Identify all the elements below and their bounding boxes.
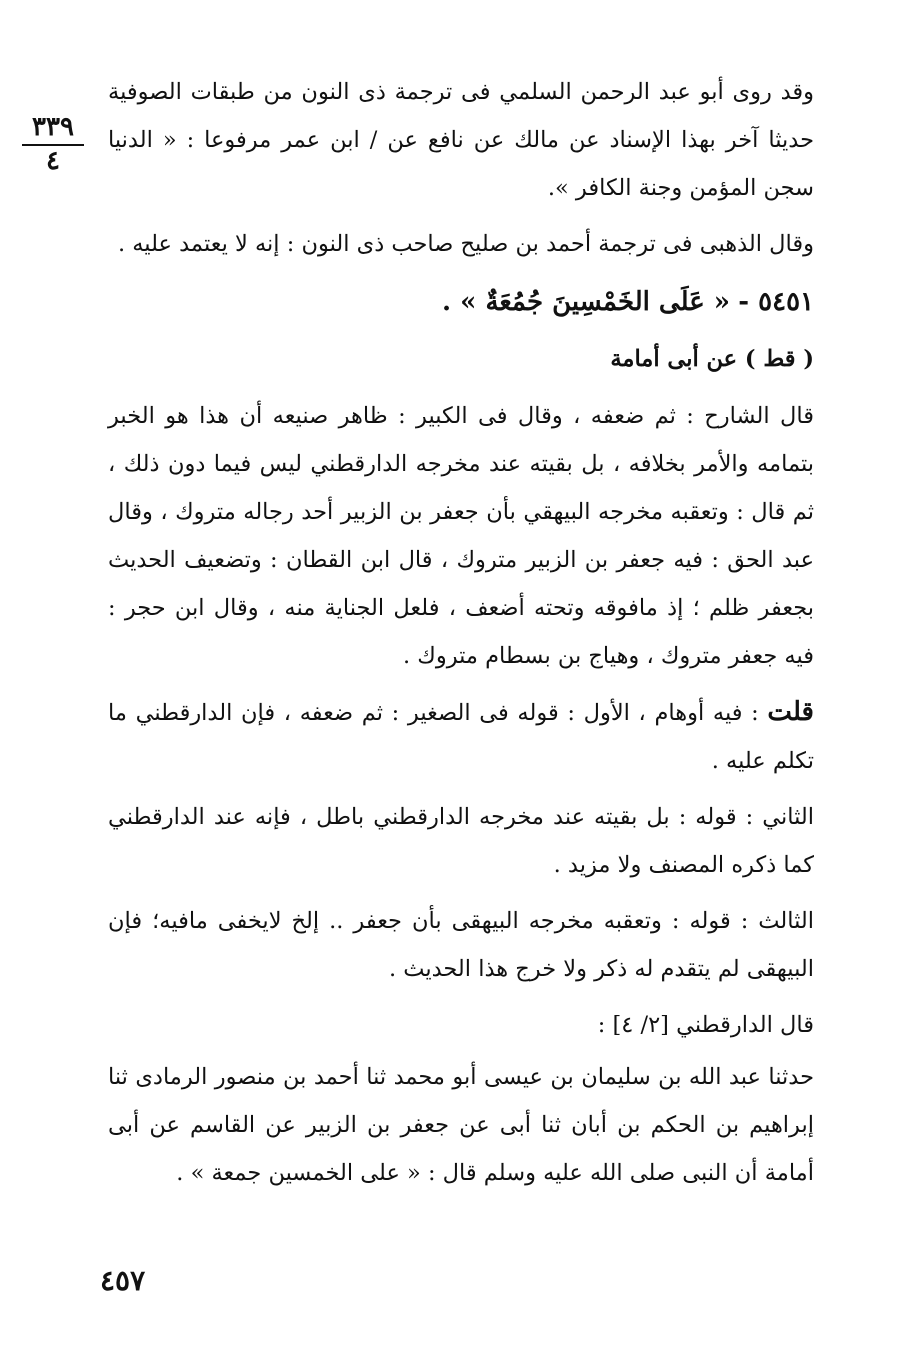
- hadith-source-line: ( قط ) عن أبى أمامة: [610, 346, 814, 372]
- paragraph-third-point: الثالث : قوله : وتعقبه مخرجه البيهقى بأن جعفر .. إلخ لايخفى مافيه؛ فإن البيهقى لم يتقدم له ذكر ولا خرج هذا الحديث .: [108, 908, 814, 982]
- paragraph-sharih-commentary: قال الشارح : ثم ضعفه ، وقال فى الكبير : ظاهر صنيعه أن هذا هو الخبر بتمامه والأمر بخلافه ، بل بقيته عند مخرجه الدارقطني ليس فيما دون ذلك ، ثم قال : وتعقبه مخرجه البيهقي بأن جعفر بن الزبير أحد رجاله متروك ، وقال عبد الحق : فيه جعفر بن الزبير متروك ، قال ابن القطان : وتضعيف الحديث بجعفر ظلم ؛ إذ مافوقه وتحته أضعف ، فلعل الجناية منه ، وقال ابن حجر : فيه جعفر متروك ، وهياج بن بسطام متروك .: [108, 403, 814, 669]
- main-text: [108, 68, 814, 1205]
- hadith-entry-heading: [108, 276, 814, 328]
- paragraph-second-point: الثاني : قوله : بل بقيته عند مخرجه الدارقطني باطل ، فإنه عند الدارقطني كما ذكره المصنف ولا مزيد .: [108, 804, 814, 878]
- page-number: ٤٥٧: [100, 1264, 146, 1297]
- margin-reference-top: ٣٣٩: [22, 112, 84, 146]
- margin-page-reference: [22, 112, 84, 176]
- paragraph-qult-remarks: [108, 688, 814, 785]
- paragraph-sulami-narration: وقد روى أبو عبد الرحمن السلمي فى ترجمة ذى النون من طبقات الصوفية حديثا آخر بهذا الإسناد عن مالك عن نافع عن / ابن عمر مرفوعا : « الدنيا سجن المؤمن وجنة الكافر ».: [108, 79, 814, 201]
- qult-text: : فيه أوهام ، الأول : قوله فى الصغير : ثم ضعفه ، فإن الدارقطني ما تكلم عليه .: [108, 700, 814, 774]
- paragraph-isnad: حدثنا عبد الله بن سليمان بن عيسى أبو محمد ثنا أحمد بن منصور الرمادى ثنا إبراهيم بن الحكم بن أبان ثنا أبى عن جعفر بن الزبير عن القاسم عن أبى أمامة أن النبى صلى الله عليه وسلم قال : « على الخمسين جمعة » .: [108, 1064, 814, 1186]
- paragraph-dhahabi-note: وقال الذهبى فى ترجمة أحمد بن صليح صاحب ذى النون : إنه لا يعتمد عليه .: [117, 231, 814, 257]
- hadith-entry-text: « عَلَى الخَمْسِينَ جُمُعَةٌ » .: [442, 287, 731, 317]
- margin-reference-bottom: ٤: [46, 146, 60, 176]
- hadith-entry-number: ٥٤٥١ -: [738, 287, 814, 317]
- paragraph-daraqutni-reference: قال الدارقطني [٢/ ٤] :: [597, 1012, 814, 1038]
- qult-label: قلت: [767, 697, 814, 727]
